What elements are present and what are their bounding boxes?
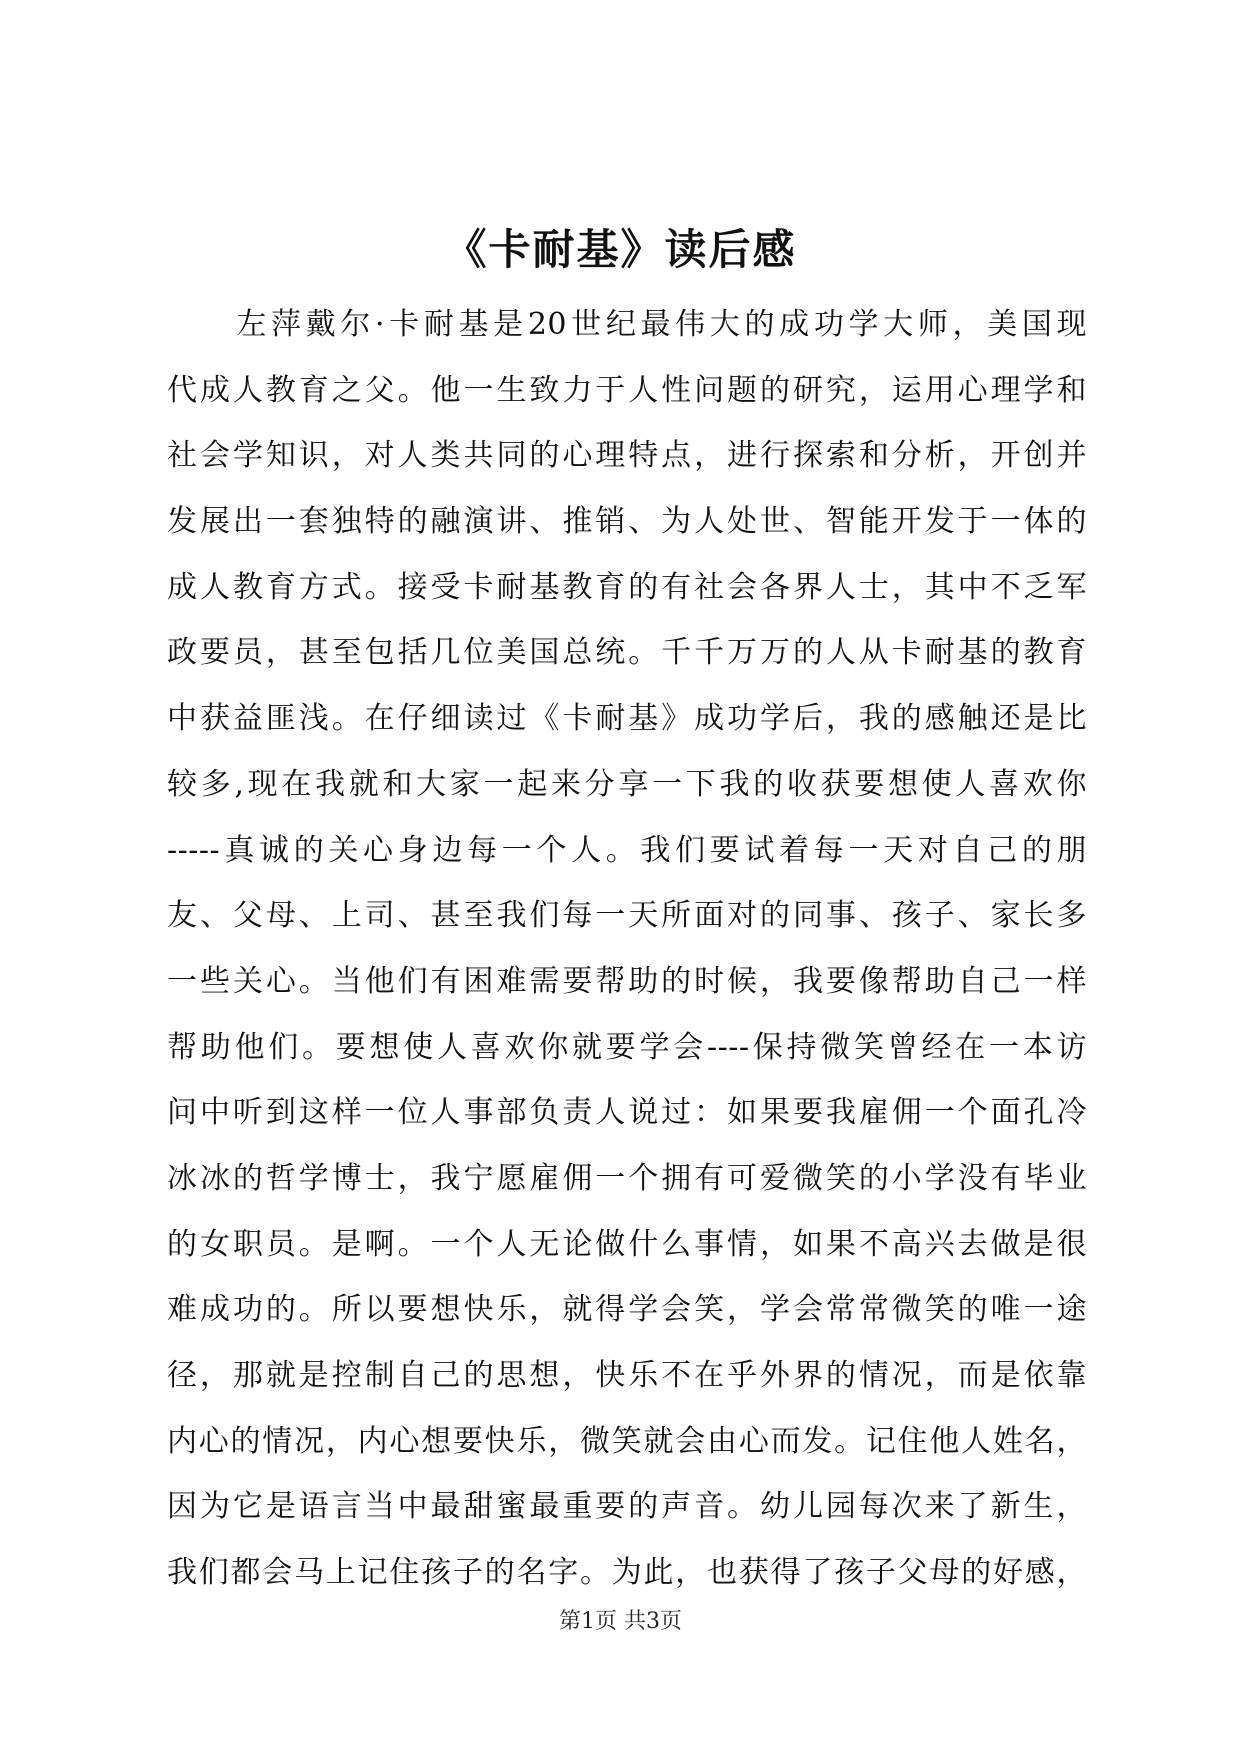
text-line: 径，那就是控制自己的思想，快乐不在乎外界的情况，而是依靠 [167, 1358, 1087, 1393]
text-line: 成人教育方式。接受卡耐基教育的有社会各界人士，其中不乏军 [167, 569, 1087, 605]
text-line: 内心的情况，内心想要快乐，微笑就会由心而发。记住他人姓名， [167, 1423, 1087, 1459]
text-line: 的女职员。是啊。一个人无论做什么事情，如果不高兴去做是很 [167, 1226, 1087, 1262]
text-line: 社会学知识，对人类共同的心理特点，进行探索和分析，开创并 [167, 438, 1087, 474]
text-line: 一些关心。当他们有困难需要帮助的时候，我要像帮助自己一样 [167, 963, 1087, 999]
text-line: 较多,现在我就和大家一起来分享一下我的收获要想使人喜欢你 [167, 766, 1087, 802]
text-line: 友、父母、上司、甚至我们每一天所面对的同事、孩子、家长多 [167, 898, 1087, 934]
text-line: 帮助他们。要想使人喜欢你就要学会----保持微笑曾经在一本访 [167, 1029, 1087, 1065]
text-line: -----真诚的关心身边每一个人。我们要试着每一天对自己的朋 [167, 832, 1087, 868]
text-line: 左萍戴尔·卡耐基是20世纪最伟大的成功学大师，美国现 [167, 307, 1087, 342]
text-line: 中获益匪浅。在仔细读过《卡耐基》成功学后，我的感触还是比 [167, 701, 1087, 737]
text-line: 我们都会马上记住孩子的名字。为此，也获得了孩子父母的好感， [167, 1555, 1087, 1591]
text-line: 发展出一套独特的融演讲、推销、为人处世、智能开发于一体的 [167, 504, 1087, 540]
text-line: 政要员，甚至包括几位美国总统。千千万万的人从卡耐基的教育 [167, 635, 1087, 671]
text-line: 问中听到这样一位人事部负责人说过：如果要我雇佣一个面孔冷 [167, 1095, 1087, 1131]
page-footer: 第1页 共3页 [559, 1609, 682, 1634]
text-line: 难成功的。所以要想快乐，就得学会笑，学会常常微笑的唯一途 [167, 1292, 1087, 1328]
text-line: 因为它是语言当中最甜蜜最重要的声音。幼儿园每次来了新生， [167, 1489, 1087, 1525]
text-line: 冰冰的哲学博士，我宁愿雇佣一个拥有可爱微笑的小学没有毕业 [167, 1160, 1087, 1196]
text-line: 代成人教育之父。他一生致力于人性问题的研究，运用心理学和 [167, 372, 1087, 408]
document-body [167, 292, 1087, 1606]
document-title: 《卡耐基》读后感 [444, 225, 797, 274]
